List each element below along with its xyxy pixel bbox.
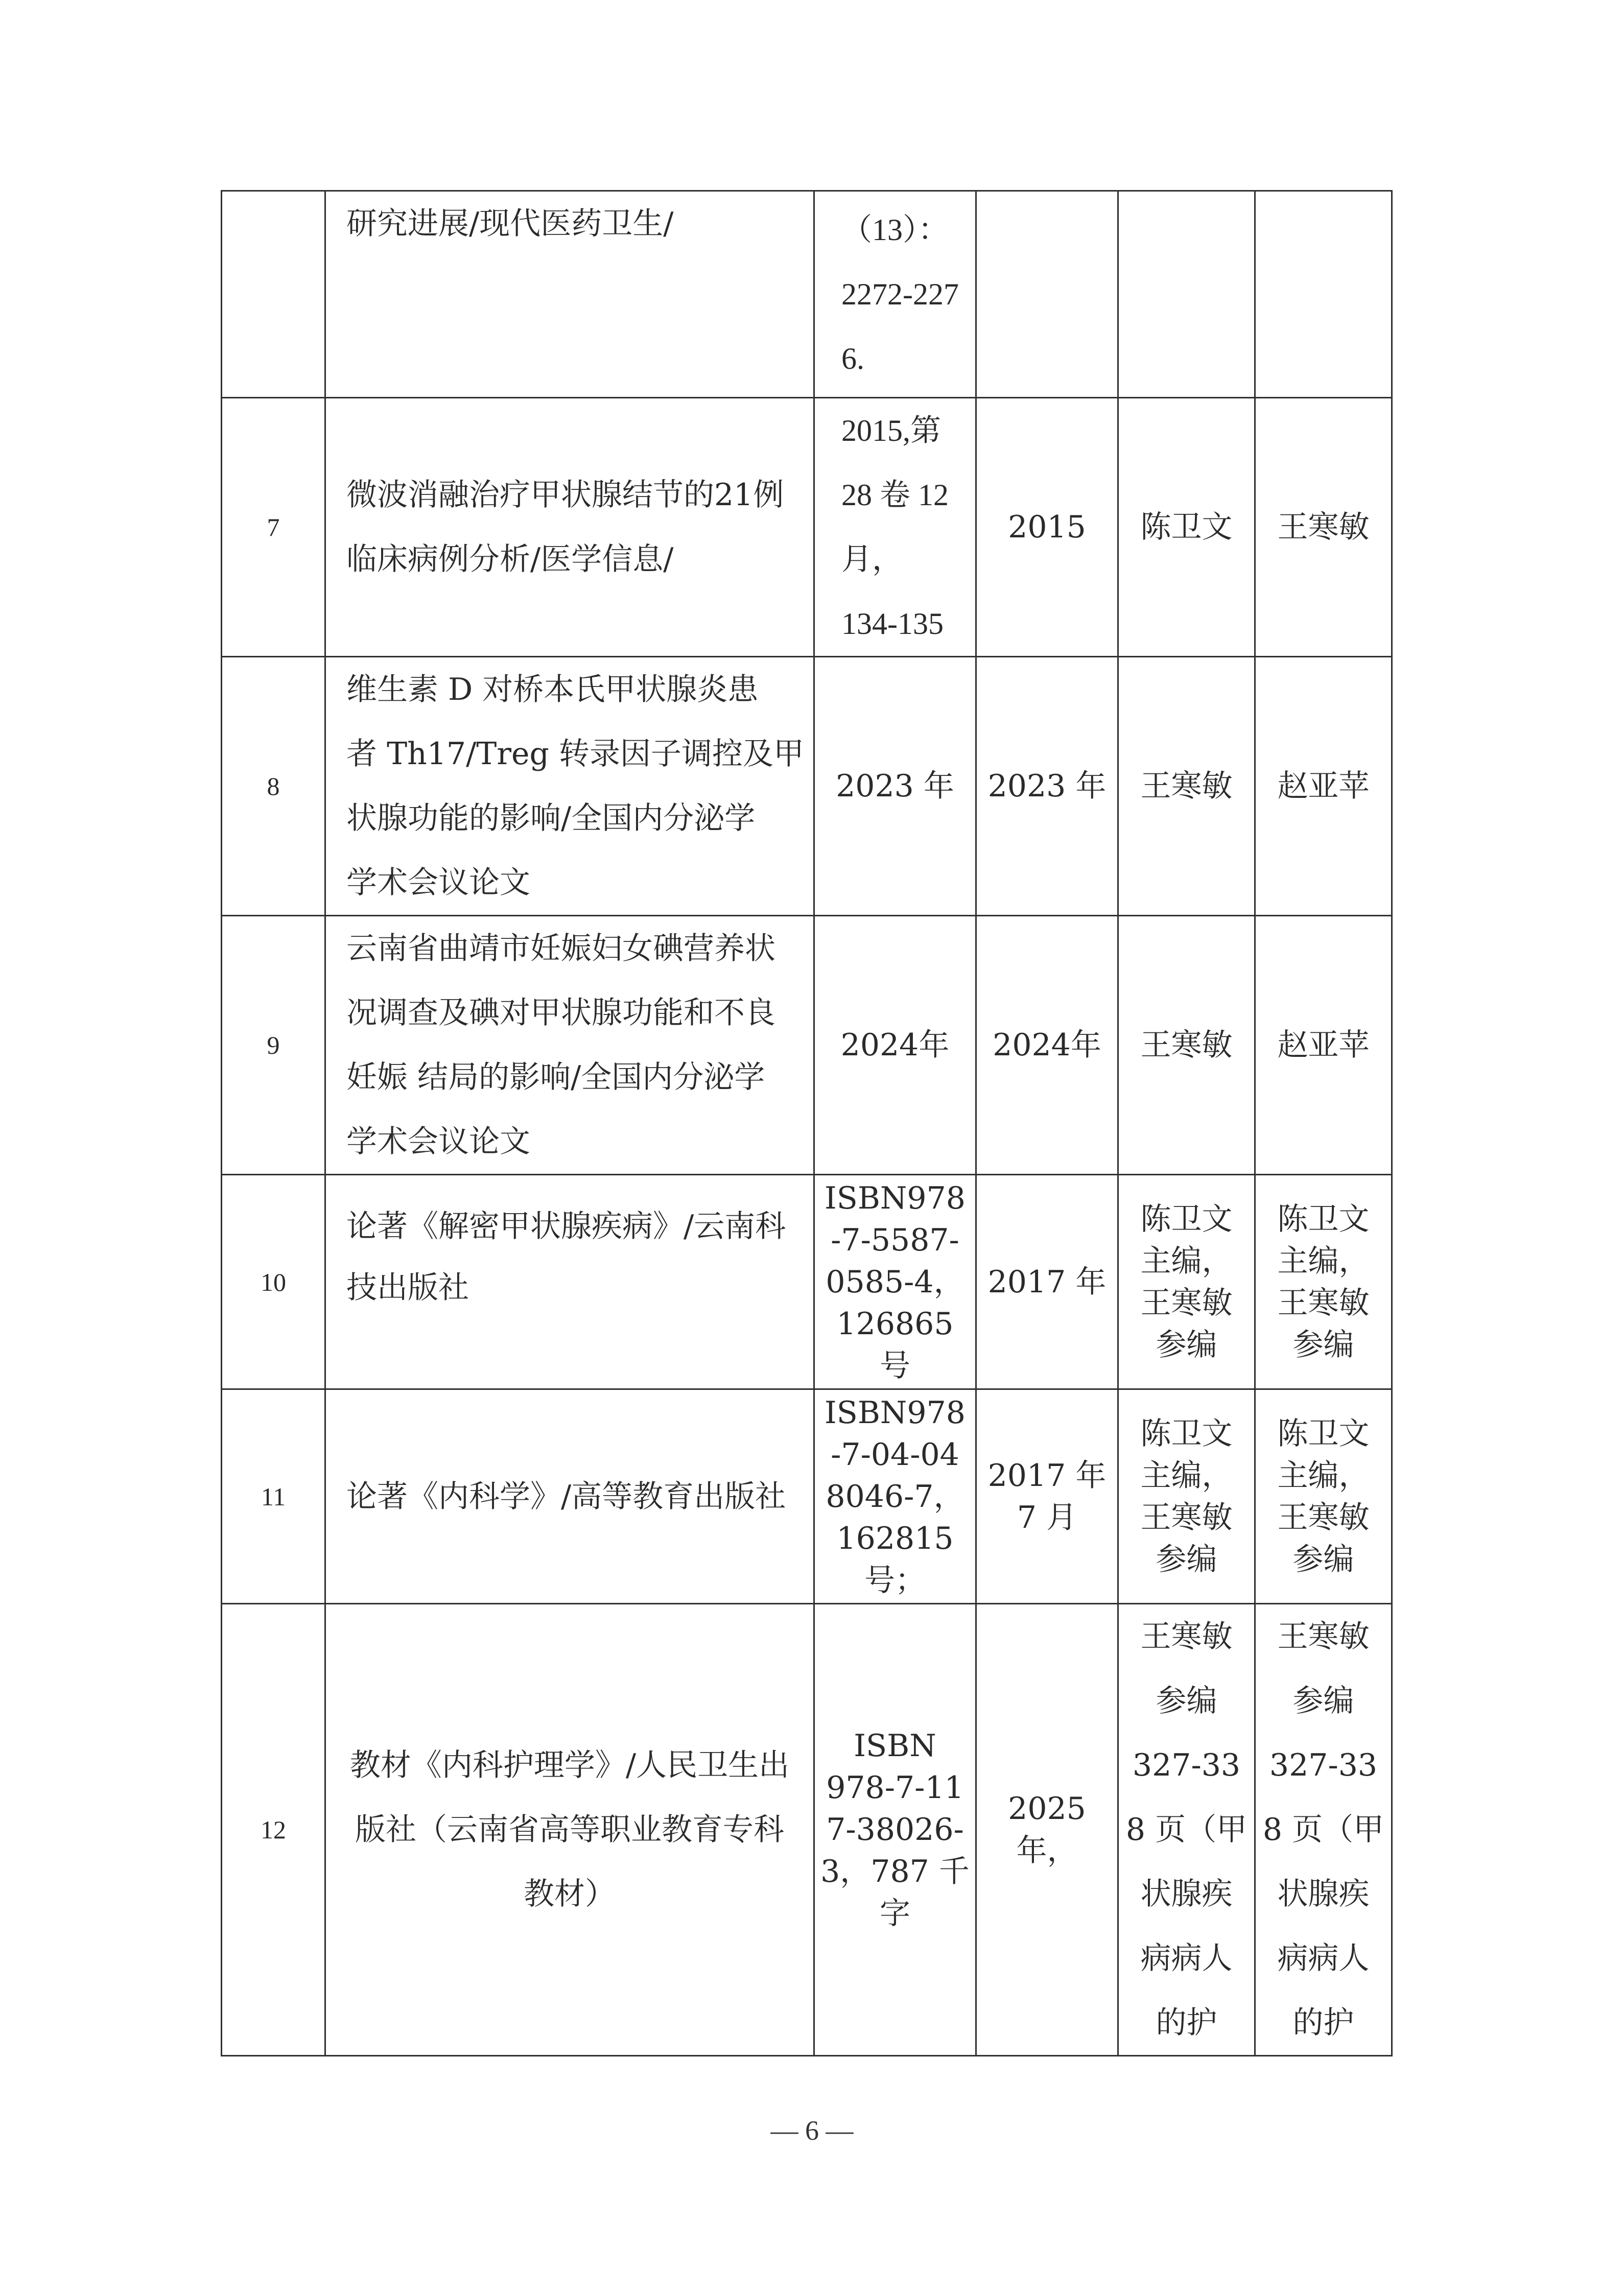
row-number: 8 [222,657,325,916]
publication-year: 2025 年， [976,1604,1118,2056]
publication-info: （13）： 2272-227 6. [814,191,976,398]
paper-title: 教材《内科护理学》/人民卫生出 版社（云南省高等职业教育专科 教材） [325,1604,814,2056]
publication-year: 2015 [976,398,1118,657]
table-row [222,1604,1392,2056]
paper-title: 研究进展/现代医药卫生/ [325,191,814,398]
table-row [222,1389,1392,1604]
author-cell [1255,191,1392,398]
table-row [222,657,1392,916]
author-cell: 王寒敏 参编 327-33 8 页（甲 状腺疾 病病人 的护 [1118,1604,1255,2056]
page-number: — 6 — [770,2115,854,2146]
author-cell: 王寒敏 [1118,657,1255,916]
paper-title: 论著《解密甲状腺疾病》/云南科 技出版社 [325,1175,814,1389]
paper-title: 云南省曲靖市妊娠妇女碘营养状 况调查及碘对甲状腺功能和不良 妊娠 结局的影响/全国内分泌学 学术会议论文 [325,916,814,1175]
author-cell: 王寒敏 参编 327-33 8 页（甲 状腺疾 病病人 的护 [1255,1604,1392,2056]
row-number: 11 [222,1389,325,1604]
row-number [222,191,325,398]
table-row [222,1175,1392,1389]
publication-year: 2017 年 7 月 [976,1389,1118,1604]
publication-info: 2015,第 28 卷 12 月， 134-135 [814,398,976,657]
author-cell: 赵亚苹 [1255,916,1392,1175]
author-cell: 赵亚苹 [1255,657,1392,916]
publication-year: 2024年 [976,916,1118,1175]
paper-title: 维生素 D 对桥本氏甲状腺炎患 者 Th17/Treg 转录因子调控及甲 状腺功能的影响/全国内分泌学 学术会议论文 [325,657,814,916]
publication-year: 2023 年 [976,657,1118,916]
author-cell: 陈卫文 主编， 王寒敏 参编 [1255,1389,1392,1604]
publication-info: ISBN978 -7-04-04 8046-7， 162815 号； [814,1389,976,1604]
table-row [222,916,1392,1175]
achievement-table [221,190,1393,2056]
author-cell: 王寒敏 [1118,916,1255,1175]
publication-info: 2024年 [814,916,976,1175]
row-number: 12 [222,1604,325,2056]
publication-year: 2017 年 [976,1175,1118,1389]
publication-year [976,191,1118,398]
row-number: 9 [222,916,325,1175]
publication-info: 2023 年 [814,657,976,916]
author-cell: 陈卫文 主编， 王寒敏 参编 [1118,1175,1255,1389]
author-cell [1118,191,1255,398]
author-cell: 陈卫文 [1118,398,1255,657]
author-cell: 王寒敏 [1255,398,1392,657]
author-cell: 陈卫文 主编， 王寒敏 参编 [1118,1389,1255,1604]
table-row [222,398,1392,657]
paper-title: 微波消融治疗甲状腺结节的21例 临床病例分析/医学信息/ [325,398,814,657]
row-number: 7 [222,398,325,657]
author-cell: 陈卫文 主编， 王寒敏 参编 [1255,1175,1392,1389]
row-number: 10 [222,1175,325,1389]
table-row [222,191,1392,398]
paper-title: 论著《内科学》/高等教育出版社 [325,1389,814,1604]
publication-info: ISBN978 -7-5587- 0585-4， 126865 号 [814,1175,976,1389]
publication-info: ISBN 978-7-11 7-38026- 3，787 千 字 [814,1604,976,2056]
